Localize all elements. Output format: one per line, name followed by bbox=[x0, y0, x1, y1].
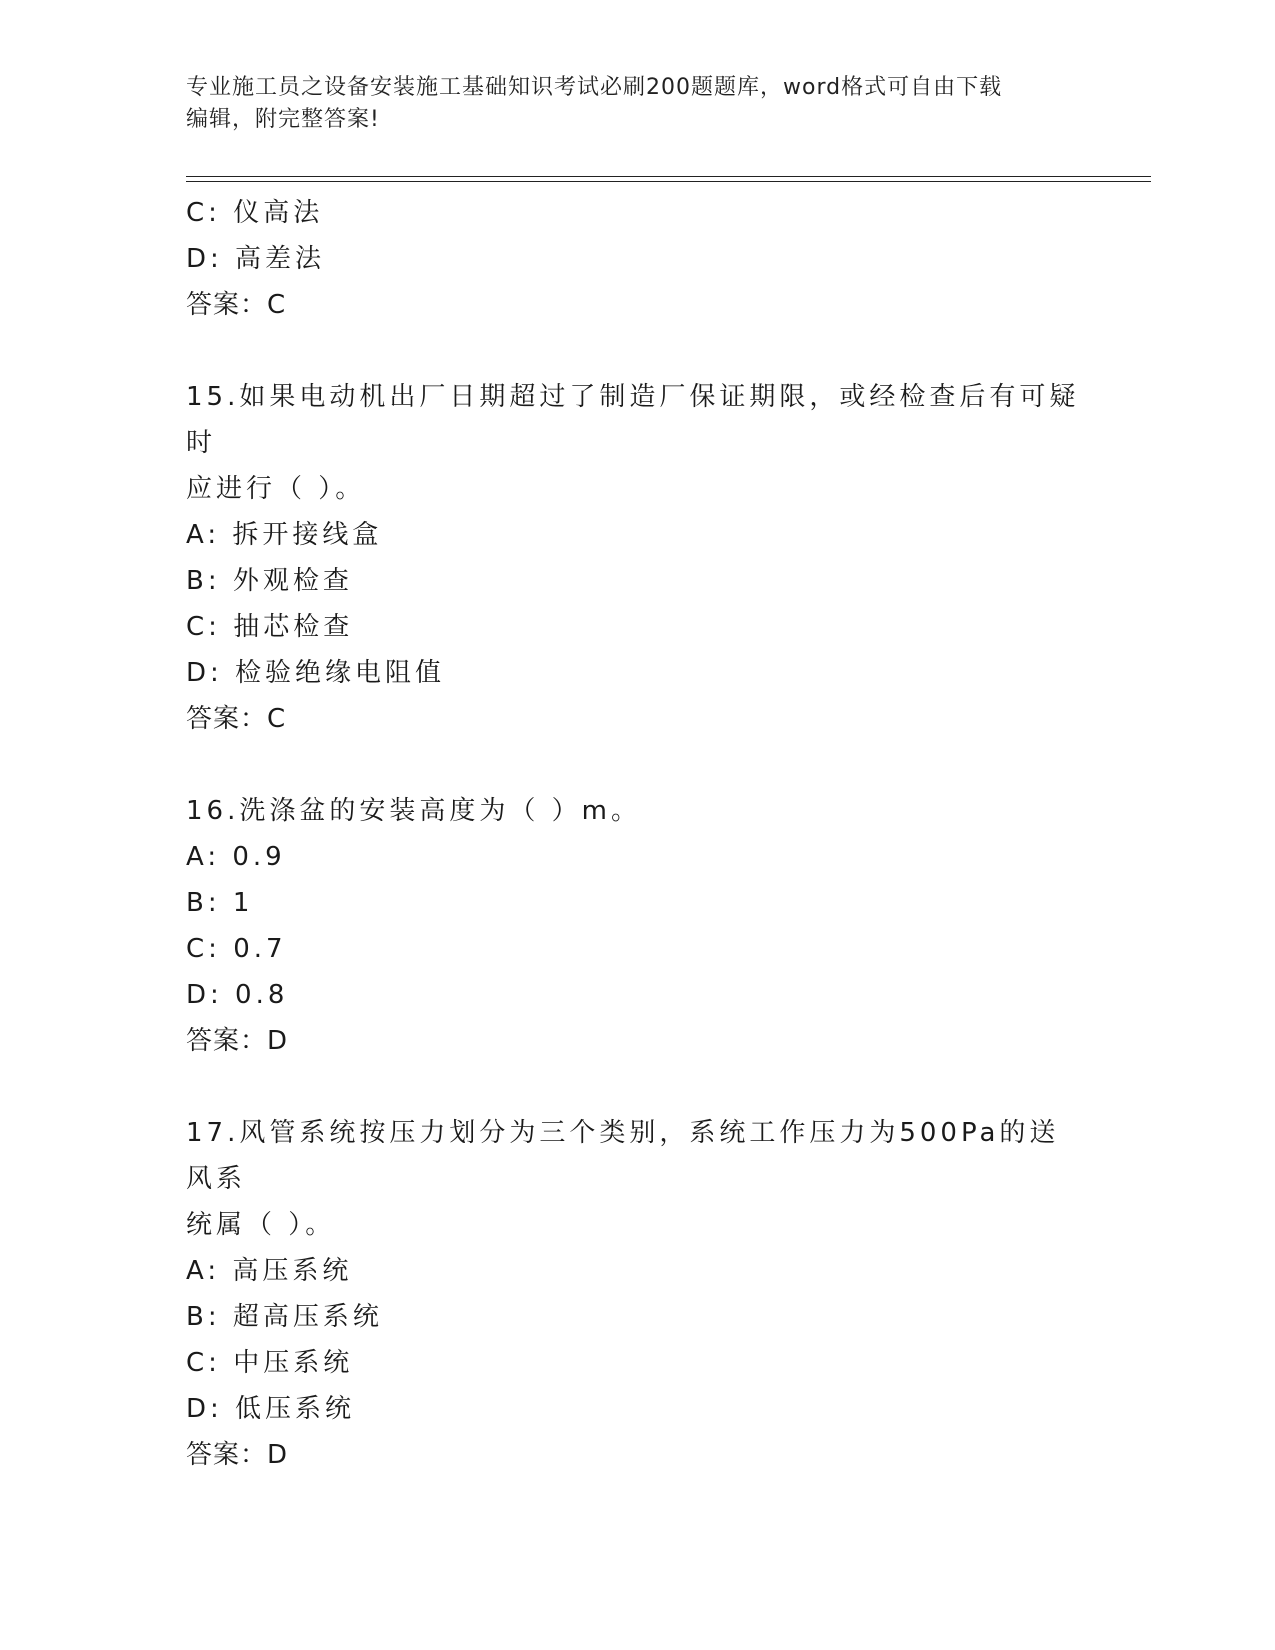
answer-line: 答案：D bbox=[186, 1026, 289, 1056]
option-label: A: bbox=[186, 520, 221, 550]
option-text: 0.8 bbox=[235, 980, 289, 1010]
option-b bbox=[186, 1294, 1086, 1340]
option-d bbox=[186, 650, 1086, 696]
option-text: 中压系统 bbox=[233, 1348, 354, 1378]
option-a bbox=[186, 512, 1086, 558]
option-b bbox=[186, 880, 1086, 926]
option-label: D: bbox=[186, 658, 223, 688]
option-label: B: bbox=[186, 888, 221, 918]
option-d bbox=[186, 1386, 1086, 1432]
option-text: 拆开接线盒 bbox=[232, 520, 383, 550]
option-label: D: bbox=[186, 1394, 223, 1424]
option-a bbox=[186, 1248, 1086, 1294]
question-text-line-1: 15.如果电动机出厂日期超过了制造厂保证期限，或经检查后有可疑时 bbox=[186, 382, 1080, 458]
option-text: 抽芯检查 bbox=[233, 612, 354, 642]
spacer bbox=[186, 1064, 1086, 1110]
option-text: 检验绝缘电阻值 bbox=[235, 658, 446, 688]
header-line-2: 编辑，附完整答案! bbox=[186, 107, 380, 132]
option-a bbox=[186, 834, 1086, 880]
question-list bbox=[186, 190, 1086, 1478]
option-label: D: bbox=[186, 980, 223, 1010]
option-label: A: bbox=[186, 842, 221, 872]
option-d bbox=[186, 236, 1086, 282]
answer-line: 答案：C bbox=[186, 704, 287, 734]
answer-line: 答案：D bbox=[186, 1440, 289, 1470]
option-text: 低压系统 bbox=[235, 1394, 356, 1424]
option-label: C: bbox=[186, 612, 221, 642]
question-14-continuation bbox=[186, 190, 1086, 328]
option-text: 0.7 bbox=[233, 934, 287, 964]
option-c bbox=[186, 1340, 1086, 1386]
question-text-line-1: 16.洗涤盆的安装高度为（ ）m。 bbox=[186, 796, 641, 826]
option-b bbox=[186, 558, 1086, 604]
answer-line: 答案：C bbox=[186, 290, 287, 320]
option-label: A: bbox=[186, 1256, 221, 1286]
option-text: 0.9 bbox=[232, 842, 286, 872]
option-c bbox=[186, 190, 1086, 236]
header-divider-top bbox=[186, 176, 1151, 177]
option-text: 外观检查 bbox=[232, 566, 353, 596]
option-text: 仪高法 bbox=[233, 198, 324, 228]
question-17 bbox=[186, 1110, 1086, 1478]
question-15 bbox=[186, 374, 1086, 742]
question-text-line-1: 17.风管系统按压力划分为三个类别，系统工作压力为500Pa的送风系 bbox=[186, 1118, 1060, 1194]
document-header bbox=[186, 72, 1086, 136]
option-c bbox=[186, 604, 1086, 650]
option-text: 高压系统 bbox=[232, 1256, 353, 1286]
option-c bbox=[186, 926, 1086, 972]
option-text: 高差法 bbox=[235, 244, 326, 274]
option-label: C: bbox=[186, 198, 221, 228]
question-text-line-2: 统属（ ）。 bbox=[186, 1210, 336, 1240]
option-d bbox=[186, 972, 1086, 1018]
header-divider-bottom bbox=[186, 181, 1151, 182]
option-label: C: bbox=[186, 934, 221, 964]
option-label: D: bbox=[186, 244, 223, 274]
spacer bbox=[186, 328, 1086, 374]
spacer bbox=[186, 742, 1086, 788]
option-text: 超高压系统 bbox=[232, 1302, 383, 1332]
question-16 bbox=[186, 788, 1086, 1064]
option-label: B: bbox=[186, 566, 221, 596]
option-label: C: bbox=[186, 1348, 221, 1378]
option-text: 1 bbox=[232, 888, 254, 918]
header-line-1: 专业施工员之设备安装施工基础知识考试必刷200题题库，word格式可自由下载 bbox=[186, 75, 1003, 100]
option-label: B: bbox=[186, 1302, 221, 1332]
question-text-line-2: 应进行（ ）。 bbox=[186, 474, 366, 504]
